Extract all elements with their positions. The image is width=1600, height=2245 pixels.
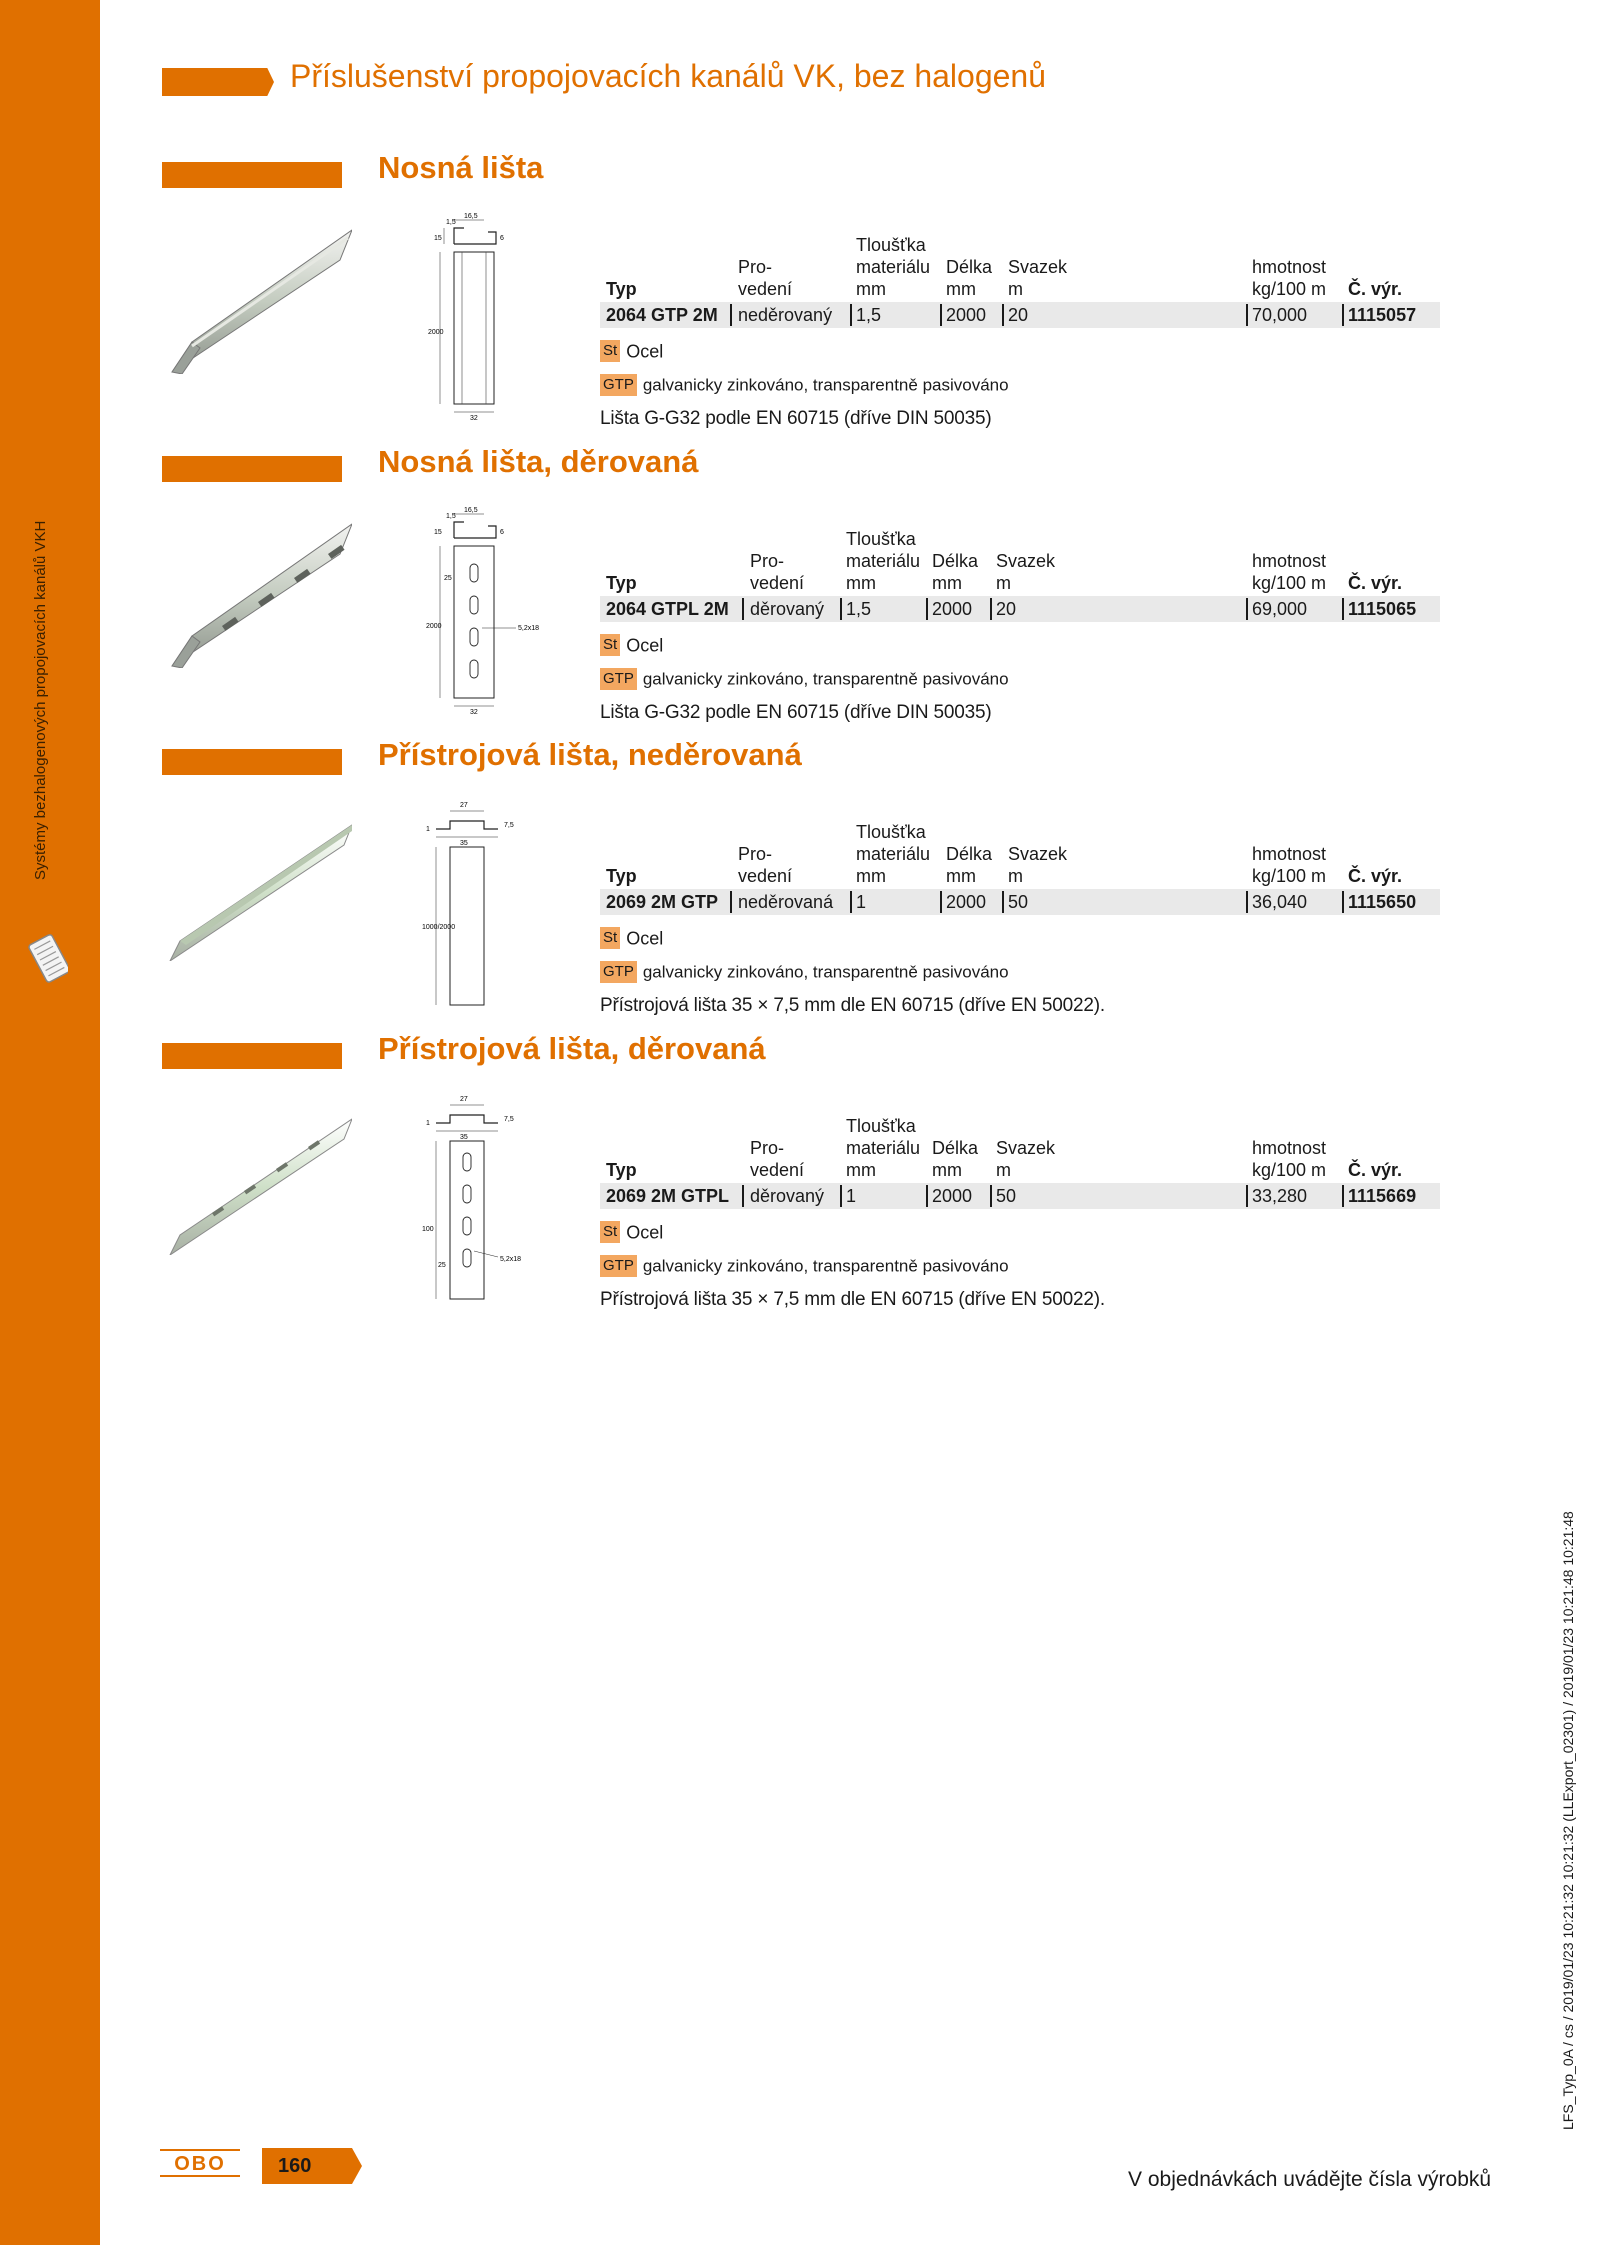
col-hmotnost: kg/100 m [1252, 866, 1327, 886]
dim-label: 6 [500, 235, 504, 242]
col-tloustka: materiálu [846, 551, 921, 571]
table-header [600, 1091, 1440, 1181]
dim-label: 7,5 [504, 1116, 514, 1123]
section-title: Přístrojová lišta, děrovaná [378, 1031, 766, 1066]
finish-tag: GTP [600, 961, 637, 983]
dim-label: 1 [426, 826, 430, 833]
finish-text: galvanicky zinkováno, transparentně pasivováno [642, 375, 1009, 395]
table-row [600, 302, 1440, 328]
material-line [600, 338, 1440, 362]
dim-label: 25 [444, 575, 452, 582]
cell-cislo: 1115650 [1348, 892, 1417, 912]
table-header [600, 797, 1440, 887]
dim-label: 1,5 [446, 219, 456, 226]
dim-label: 6 [500, 529, 504, 536]
cell-provedeni: neděrovaná [738, 892, 834, 912]
dim-label: 27 [460, 1096, 468, 1103]
material-text: Ocel [626, 928, 664, 949]
col-tloustka: materiálu [846, 1138, 921, 1158]
col-provedeni: Pro- [738, 257, 773, 277]
cell-delka: 2000 [946, 305, 987, 325]
col-delka: mm [946, 866, 976, 886]
cell-tloustka: 1 [846, 1186, 857, 1206]
col-tloustka: mm [856, 866, 886, 886]
dim-label: 1 [426, 1120, 430, 1127]
cell-hmotnost: 33,280 [1252, 1186, 1308, 1206]
header-arrow [162, 68, 274, 96]
finish-line [600, 372, 1440, 396]
material-tag: St [600, 1221, 620, 1243]
col-delka: Délka [932, 1138, 979, 1158]
cell-cislo: 1115057 [1348, 305, 1417, 325]
col-tloustka: mm [846, 1160, 876, 1180]
dim-label: 5,2x18 [500, 1256, 522, 1263]
product-table [600, 210, 1440, 430]
col-hmotnost: hmotnost [1252, 551, 1327, 571]
col-svazek: m [1008, 866, 1023, 886]
table-row [600, 596, 1440, 622]
col-delka: mm [932, 573, 962, 593]
col-provedeni: vedení [738, 866, 793, 886]
table-row [600, 1183, 1440, 1209]
rail-photo [162, 811, 352, 961]
dim-label: 16,5 [464, 507, 478, 514]
finish-line [600, 666, 1440, 690]
col-svazek: Svazek [1008, 257, 1068, 277]
cell-tloustka: 1 [856, 892, 867, 912]
rail-photo [162, 224, 352, 374]
col-cislo: Č. výr. [1348, 1160, 1403, 1180]
page-number: 160 [278, 2155, 312, 2177]
product-table [600, 504, 1440, 724]
dim-label: 15 [434, 529, 442, 536]
cell-tloustka: 1,5 [846, 599, 872, 619]
material-text: Ocel [626, 635, 664, 656]
section-bar [162, 749, 342, 775]
col-tloustka: Tloušťka [846, 529, 916, 549]
table-header [600, 210, 1440, 300]
col-provedeni: Pro- [738, 844, 773, 864]
cell-svazek: 50 [1008, 892, 1029, 912]
dim-label: 2000 [426, 623, 442, 630]
col-provedeni: vedení [738, 279, 793, 299]
col-cislo: Č. výr. [1348, 279, 1403, 299]
table-row [600, 889, 1440, 915]
section-title: Nosná lišta, děrovaná [378, 444, 699, 479]
finish-text: galvanicky zinkováno, transparentně pasivováno [642, 1256, 1009, 1276]
dim-label: 16,5 [464, 213, 478, 220]
cell-svazek: 50 [996, 1186, 1017, 1206]
col-hmotnost: hmotnost [1252, 257, 1327, 277]
dim-label: 32 [470, 415, 478, 422]
material-tag: St [600, 927, 620, 949]
cell-delka: 2000 [946, 892, 987, 912]
col-svazek: Svazek [996, 551, 1056, 571]
technical-drawing [420, 797, 560, 1009]
product-table [600, 1091, 1440, 1311]
col-hmotnost: kg/100 m [1252, 279, 1327, 299]
technical-drawing [420, 1091, 560, 1303]
finish-text: galvanicky zinkováno, transparentně pasivováno [642, 962, 1009, 982]
cell-delka: 2000 [932, 1186, 973, 1206]
col-tloustka: materiálu [856, 844, 931, 864]
product-note: Přístrojová lišta 35 × 7,5 mm dle EN 60715 (dříve EN 50022). [600, 1289, 1105, 1310]
dim-label: 15 [434, 235, 442, 242]
cell-provedeni: děrovaný [750, 1186, 825, 1206]
material-line [600, 925, 1440, 949]
cell-provedeni: děrovaný [750, 599, 825, 619]
dim-label: 5,2x18 [518, 625, 540, 632]
material-text: Ocel [626, 341, 664, 362]
col-typ: Typ [606, 573, 637, 593]
material-line [600, 1219, 1440, 1243]
page-title: Příslušenství propojovacích kanálů VK, bez halogenů [290, 58, 1047, 94]
cell-cislo: 1115669 [1348, 1186, 1417, 1206]
col-hmotnost: hmotnost [1252, 1138, 1327, 1158]
col-svazek: Svazek [996, 1138, 1056, 1158]
finish-text: galvanicky zinkováno, transparentně pasivováno [642, 669, 1009, 689]
material-tag: St [600, 340, 620, 362]
col-cislo: Č. výr. [1348, 866, 1403, 886]
col-delka: mm [946, 279, 976, 299]
col-provedeni: Pro- [750, 551, 785, 571]
section-bar [162, 1043, 342, 1069]
sidebar-vertical-text: Systémy bezhalogenových propojovacích kanálů VKH [32, 520, 49, 880]
dim-label: 1000/2000 [422, 924, 456, 931]
cell-cislo: 1115065 [1348, 599, 1417, 619]
col-delka: mm [932, 1160, 962, 1180]
col-svazek: m [1008, 279, 1023, 299]
product-note: Lišta G-G32 podle EN 60715 (dříve DIN 50035) [600, 408, 992, 429]
cell-typ: 2069 2M GTPL [606, 1186, 730, 1206]
col-hmotnost: kg/100 m [1252, 1160, 1327, 1180]
dim-label: 35 [460, 840, 468, 847]
col-tloustka: mm [846, 573, 876, 593]
dim-label: 2000 [428, 329, 444, 336]
cell-delka: 2000 [932, 599, 973, 619]
cell-typ: 2064 GTPL 2M [606, 599, 729, 619]
material-tag: St [600, 634, 620, 656]
page-number-badge [262, 2148, 362, 2184]
cell-svazek: 20 [1008, 305, 1029, 325]
finish-tag: GTP [600, 1255, 637, 1277]
dim-label: 1,5 [446, 513, 456, 520]
dim-label: 27 [460, 802, 468, 809]
col-delka: Délka [946, 844, 993, 864]
col-provedeni: Pro- [750, 1138, 785, 1158]
section-title: Nosná lišta [378, 150, 544, 185]
product-note: Přístrojová lišta 35 × 7,5 mm dle EN 60715 (dříve EN 50022). [600, 995, 1105, 1016]
finish-line [600, 1253, 1440, 1277]
product-table [600, 797, 1440, 1017]
svg-text:OBO: OBO [174, 2153, 226, 2175]
rail-photo [162, 518, 352, 668]
col-typ: Typ [606, 1160, 637, 1180]
technical-drawing [420, 210, 560, 422]
col-typ: Typ [606, 279, 637, 299]
technical-drawing [420, 504, 560, 716]
col-tloustka: mm [856, 279, 886, 299]
finish-tag: GTP [600, 668, 637, 690]
cell-svazek: 20 [996, 599, 1017, 619]
cell-hmotnost: 70,000 [1252, 305, 1308, 325]
col-delka: Délka [932, 551, 979, 571]
export-meta: LFS_Typ_0A / cs / 2019/01/23 10:21:32 10:21:32 (LLExport_02301) / 2019/01/23 10:21:48 10:21:48 [1560, 1511, 1576, 2130]
col-hmotnost: hmotnost [1252, 844, 1327, 864]
dim-label: 100 [422, 1226, 434, 1233]
col-tloustka: Tloušťka [856, 235, 926, 255]
dim-label: 7,5 [504, 822, 514, 829]
material-line [600, 632, 1440, 656]
col-tloustka: materiálu [856, 257, 931, 277]
obo-logo [160, 2148, 240, 2178]
side-bar [0, 0, 100, 2245]
cell-provedeni: neděrovaný [738, 305, 833, 325]
cell-hmotnost: 69,000 [1252, 599, 1308, 619]
section-bar [162, 162, 342, 188]
rail-photo [162, 1105, 352, 1255]
table-header [600, 504, 1440, 594]
col-svazek: m [996, 573, 1011, 593]
material-text: Ocel [626, 1222, 664, 1243]
col-tloustka: Tloušťka [856, 822, 926, 842]
cell-typ: 2069 2M GTP [606, 892, 719, 912]
col-svazek: Svazek [1008, 844, 1068, 864]
product-note: Lišta G-G32 podle EN 60715 (dříve DIN 50035) [600, 702, 992, 723]
col-cislo: Č. výr. [1348, 573, 1403, 593]
finish-tag: GTP [600, 374, 637, 396]
col-delka: Délka [946, 257, 993, 277]
section-title: Přístrojová lišta, neděrovaná [378, 737, 802, 772]
col-typ: Typ [606, 866, 637, 886]
cell-hmotnost: 36,040 [1252, 892, 1308, 912]
cable-duct-icon [28, 930, 68, 986]
finish-line [600, 959, 1440, 983]
cell-typ: 2064 GTP 2M [606, 305, 718, 325]
col-hmotnost: kg/100 m [1252, 573, 1327, 593]
cell-tloustka: 1,5 [856, 305, 882, 325]
dim-label: 35 [460, 1134, 468, 1141]
footer-note: V objednávkách uvádějte čísla výrobků [1128, 2168, 1492, 2191]
col-provedeni: vedení [750, 1160, 805, 1180]
dim-label: 25 [438, 1262, 446, 1269]
dim-label: 32 [470, 709, 478, 716]
col-svazek: m [996, 1160, 1011, 1180]
col-tloustka: Tloušťka [846, 1116, 916, 1136]
col-provedeni: vedení [750, 573, 805, 593]
section-bar [162, 456, 342, 482]
